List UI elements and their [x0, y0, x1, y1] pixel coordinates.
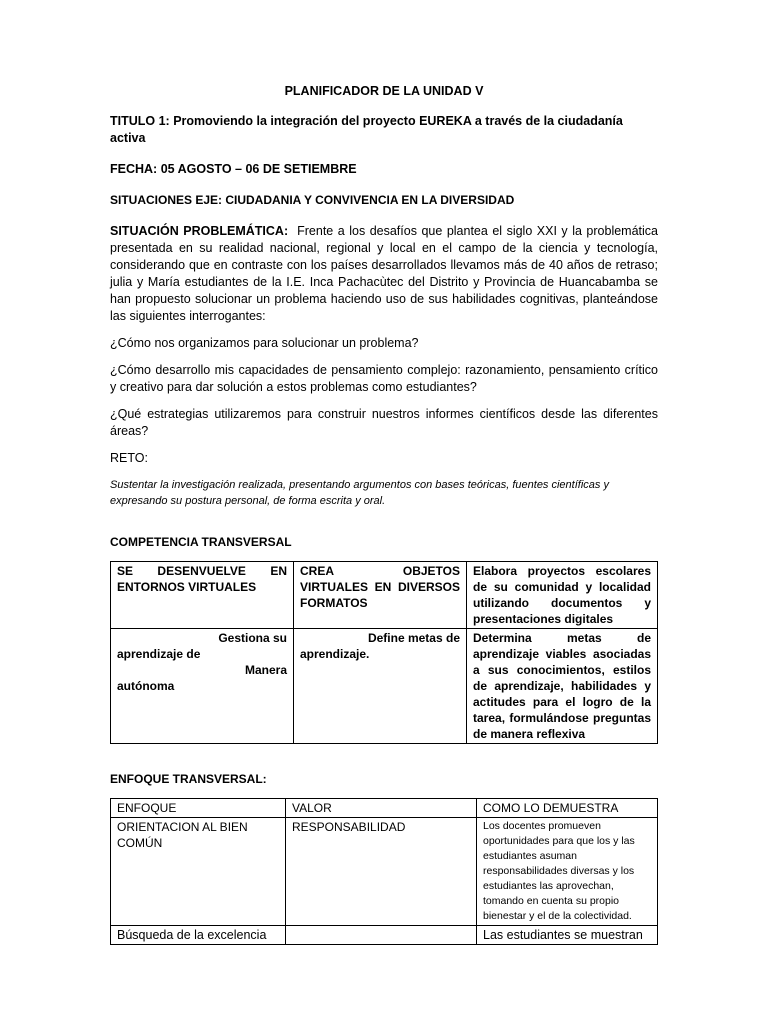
competencia-table [110, 561, 658, 744]
table-cell: CREA OBJETOS VIRTUALES EN DIVERSOS FORMATOS [294, 562, 467, 629]
table-cell: Determina metas de aprendizaje viables asociadas a sus conocimientos, estilos de aprendizaje, habilidades y actitudes para el logro de la tarea, formulándose preguntas de manera reflexiva [467, 629, 658, 744]
question-2: ¿Cómo desarrollo mis capacidades de pensamiento complejo: razonamiento, pensamiento crítico y creativo para dar solución a estos problemas como estudiantes? [110, 363, 658, 394]
table-cell [286, 926, 477, 945]
table-row [111, 562, 658, 629]
column-header: VALOR [286, 799, 477, 818]
situaciones-eje: SITUACIONES EJE: CIUDADANIA Y CONVIVENCIA EN LA DIVERSIDAD [110, 193, 515, 207]
situacion-problematica [110, 223, 658, 325]
question-1: ¿Cómo nos organizamos para solucionar un problema? [110, 336, 419, 350]
cell-text: aprendizaje de [117, 647, 201, 661]
reto-text: Sustentar la investigación realizada, presentando argumentos con bases teóricas, fuentes científicas y expresando su postura personal, de forma escrita y oral. [110, 479, 609, 507]
cell-text: Gestiona su [218, 631, 287, 645]
competencia-heading: COMPETENCIA TRANSVERSAL [110, 535, 292, 549]
cell-text: Define metas de [367, 631, 460, 645]
column-header: COMO LO DEMUESTRA [477, 799, 658, 818]
table-cell: Búsqueda de la excelencia [111, 926, 286, 945]
enfoque-heading: ENFOQUE TRANSVERSAL: [110, 772, 267, 786]
table-row [111, 926, 658, 945]
cell-text: Manera [244, 663, 287, 677]
situacion-text: Frente a los desafíos que plantea el siglo XXI y la problemática presentada en su realidad nacional, regional y local en el campo de la ciencia y tecnología, considerando que en contraste con los países desarrollados llevamos más de 40 años de retraso; julia y María estudiantes de la I.E. Inca Pachacùtec del Distrito y Provincia de Huancabamba se han propuesto solucionar un problema haciendo uso de sus habilidades cognitivas, planteándose las siguientes interrogantes: [110, 224, 658, 323]
table-cell: Las estudiantes se muestran [477, 926, 658, 945]
document-page [110, 84, 658, 945]
table-cell [111, 629, 294, 744]
table-cell: Elabora proyectos escolares de su comunidad y localidad utilizando documentos y presentaciones digitales [467, 562, 658, 629]
enfoque-table [110, 798, 658, 945]
table-row [111, 818, 658, 926]
reto-label: RETO: [110, 451, 148, 465]
column-header: ENFOQUE [111, 799, 286, 818]
table-cell [294, 629, 467, 744]
table-cell: ORIENTACION AL BIEN COMÚN [111, 818, 286, 926]
cell-text: aprendizaje. [300, 647, 370, 661]
question-3: ¿Qué estrategias utilizaremos para construir nuestros informes científicos desde las diferentes áreas? [110, 407, 658, 438]
table-header-row [111, 799, 658, 818]
table-row [111, 629, 658, 744]
page-title: PLANIFICADOR DE LA UNIDAD V [284, 84, 484, 98]
situacion-label: SITUACIÓN PROBLEMÁTICA: [110, 224, 289, 238]
table-cell: RESPONSABILIDAD [286, 818, 477, 926]
table-cell: Los docentes promueven oportunidades para que los y las estudiantes asuman responsabilidades diversas y los estudiantes las aprovechan, tomando en cuenta su propio bienestar y el de la colectividad. [477, 818, 658, 926]
cell-text: autónoma [117, 679, 175, 693]
unit-title: TITULO 1: Promoviendo la integración del proyecto EUREKA a través de la ciudadanía activa [110, 114, 623, 145]
table-cell: SE DESENVUELVE EN ENTORNOS VIRTUALES [111, 562, 294, 629]
date-line: FECHA: 05 AGOSTO – 06 DE SETIEMBRE [110, 162, 357, 176]
